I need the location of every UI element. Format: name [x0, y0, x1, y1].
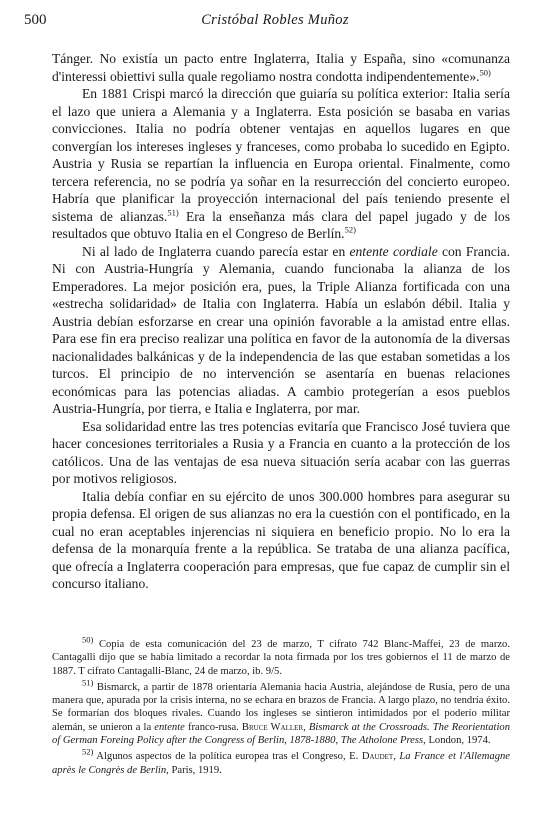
note-ref: 52): [82, 746, 94, 757]
text-run: Bismarck, a partir de 1878 orientaría Alemania hacia Austria, alejándose de Rusia, pero de una manera que, apurada por la crisis interna, no se echara en brazos de Francia. A largo plazo, no tendría éxito. Se formarían dos bloques rivales. Cuando los ingleses se sintieron intimidados por el poderío militar alemán, se unieron a la: [52, 681, 510, 733]
footnote: [52, 677, 511, 747]
text-run: con Francia. Ni con Austria-Hungría y Alemania, cuando funcionaba la alianza de los Emperadores. La mejor posición era, pues, la Triple Alianza fortificada con una «estrecha solidaridad» de Italia con Inglaterra. Había un eslabón débil. Italia y Austria debían esforzarse en crear una opinión favorable a la amistad entre ellas. Para ese fin era preciso realizar una política en favor de la autonomía de la diversas nacionalidades balkánicas y de la independencia de las que estaban sometidas a los turcos. El principio de no intervención se asentaría en buenas relaciones económicas para las potencias aliadas. A cambio protegerían a esos pueblos Austria-Hungría, por tierra, e Italia e Inglaterra, por mar.: [52, 243, 510, 416]
text-run: , Paris, 1919.: [166, 764, 222, 776]
page-header: [24, 12, 526, 32]
author-name: Bruce Waller: [241, 721, 304, 733]
text-run: franco-rusa.: [184, 721, 242, 733]
text-run: Copia de esta comunicación del 23 de marzo, T cifrato 742 Blanc-Maffei, 23 de marzo. Cantagalli dijo que se había limitado a recordar la nota firmada por los tres gobiernos el 11 de marzo de 1887. T cifrato Cantagalli-Blanc, 24 de marzo, ib. 9/5.: [52, 639, 510, 677]
paragraph: [52, 418, 510, 488]
footnote: [52, 634, 510, 678]
paragraph: [52, 85, 510, 243]
text-run: Esa solidaridad entre las tres potencias evitaría que Francisco José tuviera que hacer concesiones territoriales a Rusia y a Francia en cuanto a la protección de los católicos. Una de las ventajas de esa nueva situación sería acabar con las guerras por motivos religiosos.: [52, 418, 510, 486]
paragraph: [52, 488, 510, 593]
text-run: Era la enseñanza más clara del papel jugado y de los resultados que obtuvo Italia en el Congreso de Berlín.: [52, 208, 510, 241]
italic-text: entente cordiale: [349, 243, 438, 259]
paragraph: [52, 50, 510, 85]
note-ref: 51): [167, 206, 179, 217]
note-ref: 51): [82, 677, 94, 688]
italic-text: Bismarck at the Crossroads. The Reorientation of German Foreing Policy after the Congress of Berlin, 1878-1880, The Atholone Press: [52, 721, 511, 747]
text-run: Italia debía confiar en su ejército de unos 300.000 hombres para asegurar su propia defensa. El origen de sus alianzas no era la cuestión con el pontificado, en la cual no eran aceptables injerencias ni siquiera en beneficio propio. No lo era la defensa de la monarquía frente a la república. Se trataba de una alianza pacífica, que ofrecía a Inglaterra cooperación para empresas, que fue capaz de cumplir sin el concurso italiano.: [52, 488, 510, 591]
text-run: ,: [303, 721, 309, 733]
author-name: Daudet: [361, 751, 394, 763]
running-head: Cristóbal Robles Muñoz: [201, 12, 349, 28]
text-run: Ni al lado de Inglaterra cuando parecía estar en: [82, 243, 350, 259]
text-run: ,: [393, 751, 400, 763]
footnotes: [52, 634, 511, 780]
text-run: En 1881 Crispi marcó la dirección que guiaría su política exterior: Italia sería el lazo que uniera a Alemania y a Inglaterra. Esta posición se basaba en varias convicciones. Italia no podría obtener ventajas en aquellos lugares en que convergían los intereses ingleses y franceses, como probaba lo sucedido en Egipto. Austria y Rusia se repartían la influencia en Europa oriental. Finalmente, como tercera referencia, no se podría ya soñar en la resurrección del concierto europeo. Habría que planificar la proyección internacional del país teniendo presente el sistema de alianzas.: [52, 86, 510, 224]
body-text: [52, 50, 510, 593]
note-ref: 50): [479, 66, 491, 77]
note-ref: 52): [344, 224, 356, 235]
italic-text: entente: [154, 721, 185, 733]
italic-text: La France et l'Allemagne après le Congrès de Berlin: [52, 751, 510, 776]
text-run: , London, 1974.: [423, 735, 491, 747]
note-ref: 50): [82, 634, 94, 645]
paragraph: [52, 243, 510, 418]
text-run: Algunos aspectos de la política europea tras el Congreso, E.: [93, 751, 362, 763]
footnote: [52, 746, 510, 777]
page-number: 500: [24, 12, 47, 28]
text-run: Tánger. No existía un pacto entre Inglaterra, Italia y España, sino «comunanza d'interessi obiettivi sulla quale regoliamo nostra condotta indipendentemente».: [52, 51, 510, 84]
